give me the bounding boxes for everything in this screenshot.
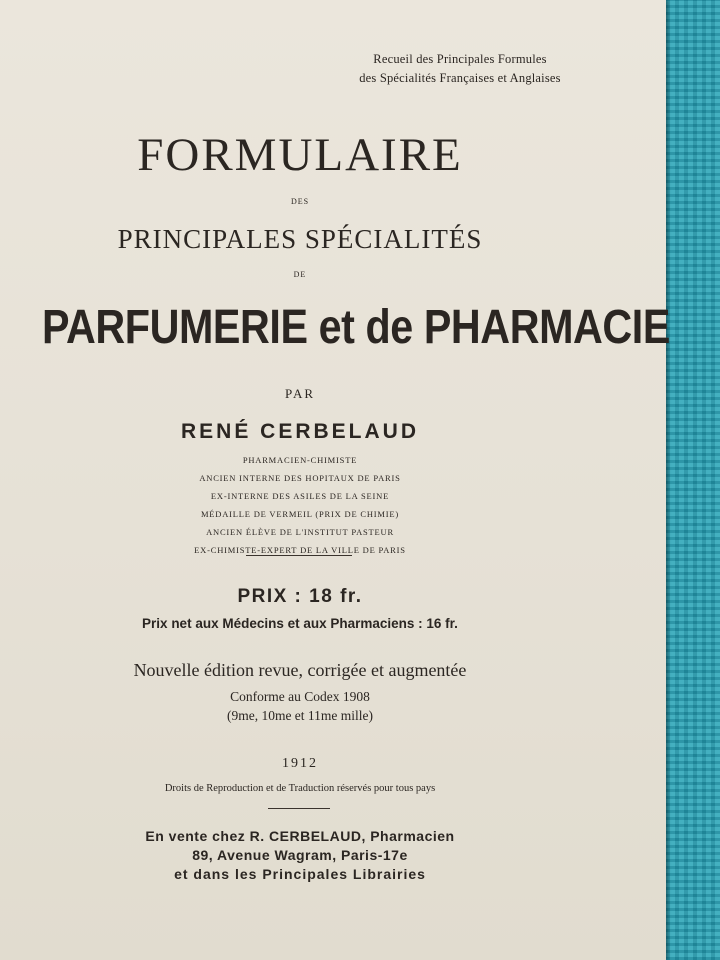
divider-rule [246,555,352,556]
series-note-line-1: Recueil des Principales Formules [373,52,547,66]
byline-par: PAR [284,386,316,401]
title-principales-specialites: PRINCIPALES SPÉCIALITÉS [117,224,483,254]
author-credentials [0,451,600,559]
title-parfumerie-pharmacie: PARFUMERIE et de PHARMACIE [42,301,670,354]
edition-statement: Nouvelle édition revue, corrigée et augmentée [133,660,467,680]
credential-line: EX-INTERNE DES ASILES DE LA SEINE [210,491,390,501]
series-note [330,50,590,88]
credential-line: ANCIEN ÉLÈVE DE L'INSTITUT PASTEUR [206,527,394,537]
series-note-line-2: des Spécialités Françaises et Anglaises [359,71,561,85]
credential-line: ANCIEN INTERNE DES HOPITAUX DE PARIS [199,473,401,483]
title-connector-des: DES [290,197,310,206]
publication-year: 1912 [282,756,318,771]
credential-line: PHARMACIEN-CHIMISTE [242,455,358,465]
credential-line: EX-CHIMISTE-EXPERT DE LA VILLE DE PARIS [194,545,406,555]
price-main: PRIX : 18 fr. [237,586,363,607]
codex-statement: Conforme au Codex 1908 [230,689,370,704]
author-name: RENÉ CERBELAUD [180,420,419,443]
seller-address: 89, Avenue Wagram, Paris-17e [192,847,408,863]
rights-notice: Droits de Reproduction et de Traduction réservés pour tous pays [164,783,436,794]
seller-line-3: et dans les Principales Librairies [174,866,426,882]
seller-line-1: En vente chez R. CERBELAUD, Pharmacien [145,828,455,844]
title-connector-de: DE [293,270,307,279]
printing-thousands: (9me, 10me et 11me mille) [226,708,374,723]
divider-rule [268,808,330,809]
title-formulaire: FORMULAIRE [137,129,463,181]
price-net: Prix net aux Médecins et aux Pharmaciens : 16 fr. [142,616,458,631]
credential-line: MÉDAILLE DE VERMEIL (PRIX DE CHIMIE) [200,509,400,519]
